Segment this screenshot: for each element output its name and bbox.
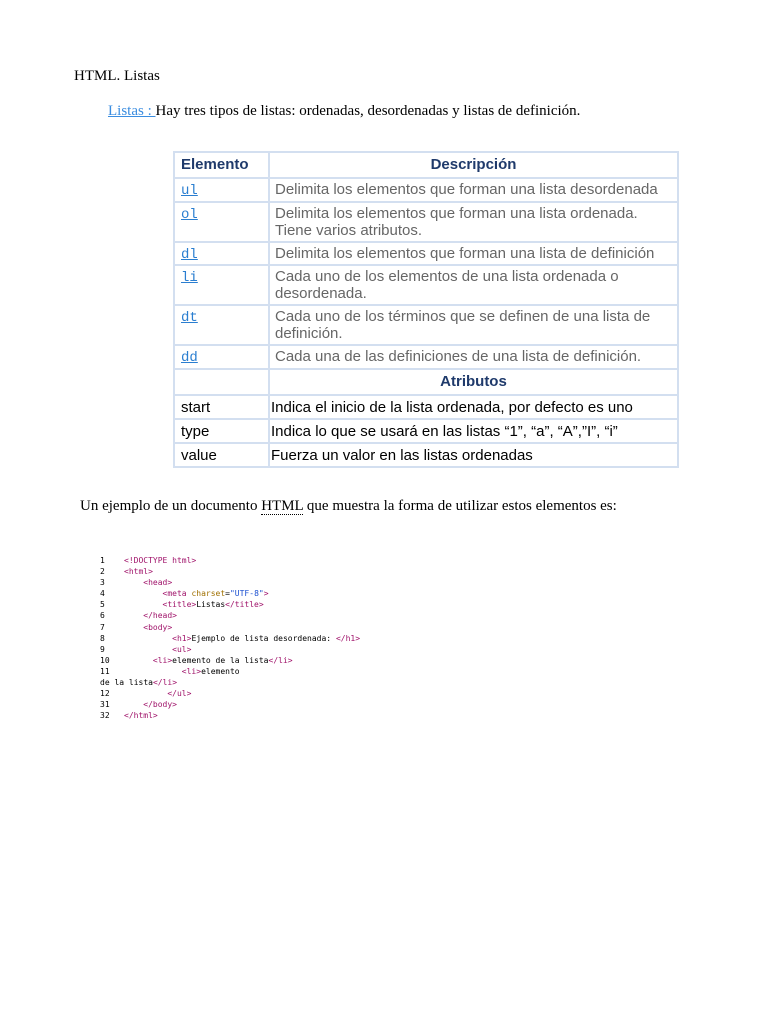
code-line xyxy=(100,622,360,633)
code-text: <meta charset="UTF-8"> xyxy=(162,589,269,599)
intro-paragraph xyxy=(108,103,580,120)
code-line xyxy=(100,599,360,610)
table-row xyxy=(174,345,678,369)
code-text: <!DOCTYPE html> xyxy=(124,556,197,565)
example-text-start: Un ejemplo de un documento xyxy=(80,498,262,514)
element-tag-link[interactable]: dd xyxy=(174,345,269,369)
line-number: 31 xyxy=(100,700,110,710)
line-number: 10 xyxy=(100,655,110,665)
example-text-end: que muestra la forma de utilizar estos elementos es: xyxy=(303,498,617,514)
code-text: <ul> xyxy=(172,644,192,654)
line-number: 3 xyxy=(100,578,105,588)
code-text: <li>elemento xyxy=(181,666,240,676)
code-line xyxy=(100,688,360,699)
code-text: <body> xyxy=(143,622,173,632)
attribute-row xyxy=(174,419,678,443)
attributes-header-row xyxy=(174,369,678,395)
code-line xyxy=(100,633,360,644)
listas-link[interactable]: Listas : xyxy=(108,103,156,119)
element-description: Delimita los elementos que forman una lista desordenada xyxy=(269,178,678,202)
code-text: </head> xyxy=(143,611,177,621)
attribute-description: Indica el inicio de la lista ordenada, por defecto es uno xyxy=(269,395,678,419)
element-tag-link[interactable]: dt xyxy=(174,305,269,345)
line-number: 9 xyxy=(100,644,105,654)
element-tag-link[interactable]: li xyxy=(174,265,269,305)
attribute-description: Fuerza un valor en las listas ordenadas xyxy=(269,443,678,467)
table-row xyxy=(174,202,678,242)
attribute-name: type xyxy=(174,419,269,443)
list-elements-table xyxy=(173,151,679,468)
line-number: 5 xyxy=(100,600,105,610)
element-description: Delimita los elementos que forman una lista de definición xyxy=(269,242,678,265)
line-number: 11 xyxy=(100,666,110,676)
line-number: 2 xyxy=(100,567,105,577)
page-title: HTML. Listas xyxy=(74,68,160,84)
code-line xyxy=(100,666,360,677)
code-line xyxy=(100,577,360,588)
example-paragraph xyxy=(80,498,617,515)
html-abbreviation: HTML xyxy=(261,498,304,514)
table-header-row xyxy=(174,152,678,178)
code-text: <li>elemento de la lista</li> xyxy=(152,655,293,665)
attribute-row xyxy=(174,395,678,419)
code-text: <title>Listas</title> xyxy=(162,600,264,610)
table-row xyxy=(174,242,678,265)
code-text: </ul> xyxy=(167,689,192,699)
attribute-name: value xyxy=(174,443,269,467)
header-description: Descripción xyxy=(269,152,678,178)
element-description: Cada uno de los términos que se definen de una lista de definición. xyxy=(269,305,678,345)
line-number: 8 xyxy=(100,633,105,643)
code-line xyxy=(100,655,360,666)
code-line xyxy=(100,699,360,710)
intro-text: Hay tres tipos de listas: ordenadas, desordenadas y listas de definición. xyxy=(155,103,581,119)
code-line xyxy=(100,610,360,621)
code-line xyxy=(100,710,360,721)
code-text: <html> xyxy=(124,567,153,577)
line-number: 12 xyxy=(100,689,110,699)
table-row xyxy=(174,178,678,202)
line-number: 6 xyxy=(100,611,105,621)
attribute-name: start xyxy=(174,395,269,419)
code-line xyxy=(100,588,360,599)
attributes-header-spacer xyxy=(174,369,269,395)
code-line xyxy=(100,566,360,577)
element-tag-link[interactable]: dl xyxy=(174,242,269,265)
code-text: de la lista</li> xyxy=(100,678,178,688)
code-text: </body> xyxy=(143,700,177,710)
element-description: Delimita los elementos que forman una lista ordenada. Tiene varios atributos. xyxy=(269,202,678,242)
code-line xyxy=(100,644,360,655)
element-tag-link[interactable]: ul xyxy=(174,178,269,202)
table-row xyxy=(174,265,678,305)
code-line xyxy=(100,555,360,566)
code-listing xyxy=(100,555,360,721)
attribute-row xyxy=(174,443,678,467)
line-number: 1 xyxy=(100,556,105,565)
attributes-header: Atributos xyxy=(269,369,678,395)
element-description: Cada uno de los elementos de una lista ordenada o desordenada. xyxy=(269,265,678,305)
code-text: <head> xyxy=(143,578,173,588)
line-number: 7 xyxy=(100,622,105,632)
table-row xyxy=(174,305,678,345)
line-number: 4 xyxy=(100,589,105,599)
code-line xyxy=(100,677,360,688)
code-text: <h1>Ejemplo de lista desordenada: </h1> xyxy=(172,633,361,643)
attribute-description: Indica lo que se usará en las listas “1”, “a”, “A”,”I”, “i” xyxy=(269,419,678,443)
code-text: </html> xyxy=(124,711,158,721)
header-element: Elemento xyxy=(174,152,269,178)
element-tag-link[interactable]: ol xyxy=(174,202,269,242)
line-number: 32 xyxy=(100,711,110,721)
element-description: Cada una de las definiciones de una lista de definición. xyxy=(269,345,678,369)
